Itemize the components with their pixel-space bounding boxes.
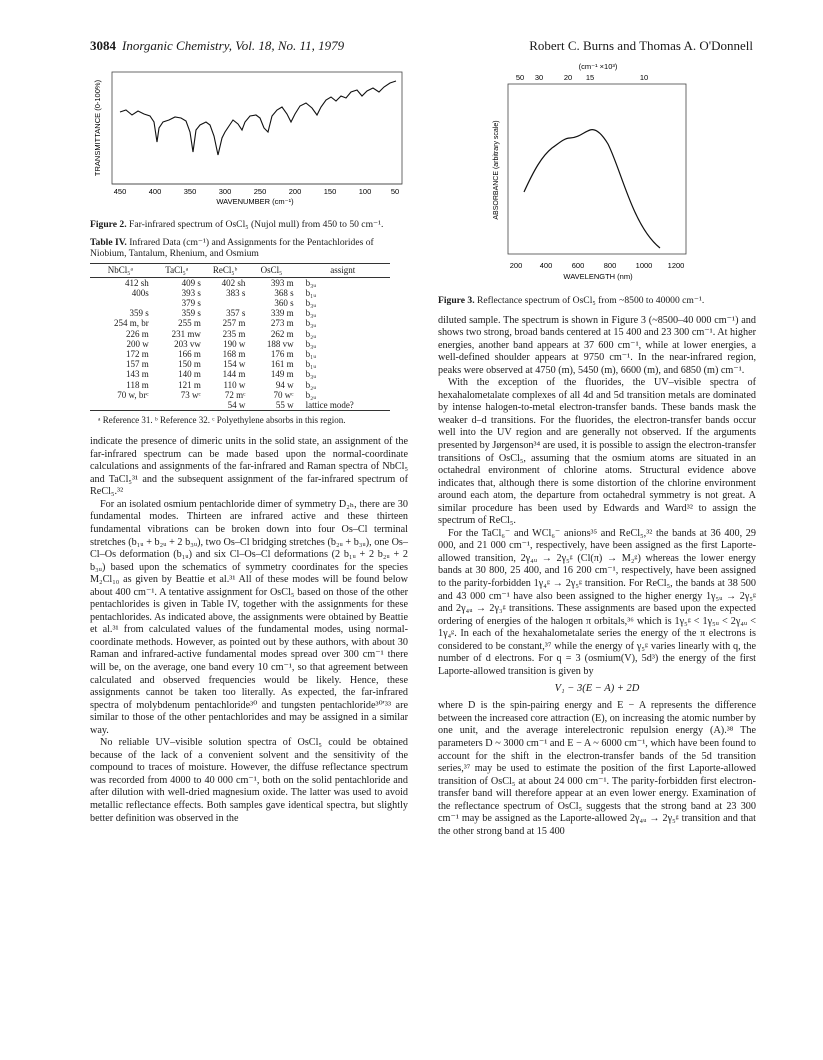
- table-cell: 359 s: [129, 308, 149, 319]
- x-tick: 600: [571, 261, 585, 270]
- top-tick: 10: [639, 73, 649, 82]
- table-4: [90, 263, 390, 411]
- table-cell: 166 m: [178, 348, 201, 359]
- paragraph: With the exception of the fluorides, the UV–visible spectra of hexahalometalate complexes of all 4d and 5d transition metals are dominated by intense halogen-to-metal electron-transfer bands. These bands mask the weaker d–d transitions. For the fluorides, the electron-transfer bands occur well into the UV region and are generally not observed. If the arguments presented by Jørgenson³⁴ are used, it is possible to assign the electron-transfer transitions of OsCl₅, assuming that the osmium atoms are situated in an octahedral environment of chlorine atoms. Structural evidence above indicates that, although there is some distortion of the chlorine environment around each atom, the departure from octahedral symmetry is not great. A similar procedure has been used by Edwards and Ward³² to assign the spectrum of ReCl₅.: [438, 377, 756, 527]
- table-cell: 368 s: [274, 287, 294, 298]
- column-header: ReCl₅ᵇ: [203, 264, 248, 277]
- figure-3-x-label: WAVELENGTH (nm): [563, 272, 633, 281]
- table-cell: 393 m: [270, 277, 294, 288]
- table-cell: 262 m: [270, 328, 294, 339]
- ir-spectrum-trace: [120, 81, 396, 155]
- table-row: [90, 329, 390, 339]
- table-cell: 273 m: [270, 318, 294, 329]
- table-cell: [90, 400, 151, 411]
- top-tick: 30: [534, 73, 544, 82]
- figure-2-caption: [90, 219, 408, 231]
- top-tick: 50: [515, 73, 525, 82]
- table-cell: 70 wᶜ: [273, 389, 294, 400]
- right-column: [438, 60, 756, 838]
- table-cell: 94 w: [275, 379, 294, 390]
- figure-3-caption-label: Figure 3.: [438, 295, 475, 306]
- x-tick: 400: [148, 187, 162, 196]
- table-row: [90, 359, 390, 369]
- running-header-left: [90, 38, 344, 54]
- x-tick: 150: [323, 187, 337, 196]
- figure-2-x-axis: [112, 184, 402, 206]
- table-row: [90, 380, 390, 390]
- table-cell: b₃ᵤ: [305, 338, 317, 349]
- table-cell: 226 m: [125, 328, 149, 339]
- figure-3-y-label: ABSORBANCE (arbitrary scale): [493, 120, 500, 220]
- paragraph: where D is the spin-pairing energy and E − A represents the difference between the increased core attraction (E), on increasing the atomic number by one unit, and the average interelectronic repulsion energy (A).³⁸ The parameters D ~ 3000 cm⁻¹ and E − A ~ 6000 cm⁻¹, which have been found to account for the shift in the electron-transfer bands of the 5d transition series,³⁷ may be used to estimate the position of the first Laporte-allowed transition of OsCl₅ at about 24 000 cm⁻¹. The parity-forbidden first electron-transfer band will therefore appear at an even lower energy. Examination of the reflectance spectrum of OsCl₅ suggests that the strong band at 23 300 cm⁻¹ may be assigned as the Laporte-allowed 2γ₄ᵤ → 2γ₅ᵍ transition and that the other strong band at 15 400: [438, 700, 756, 837]
- x-tick: 1000: [635, 261, 653, 270]
- table-cell: 54 w: [203, 400, 248, 411]
- x-tick: 100: [358, 187, 372, 196]
- figure-2-ir-spectrum: [90, 70, 408, 220]
- table-cell: 359 s: [181, 308, 201, 319]
- column-header: TaCl₅ᵃ: [151, 264, 203, 277]
- table-cell: 118 m: [126, 379, 149, 390]
- figure-3-top-label: (cm⁻¹ ×10³): [578, 62, 618, 71]
- figure-2-frame: [112, 72, 402, 184]
- table-cell: b₃ᵤ: [305, 369, 317, 380]
- paragraph: indicate the presence of dimeric units in the solid state, an assignment of the far-infrared spectrum can be made based upon the normal-coordinate calculations and assignments of the far-infrared and Raman spectra of NbCl₅ and TaCl₅³¹ and the subsequent assignment of the far-infrared spectrum of ReCl₅.³²: [90, 436, 408, 498]
- reflectance-trace: [524, 130, 660, 248]
- figure-2-caption-label: Figure 2.: [90, 219, 127, 230]
- table-cell: b₃ᵤ: [305, 308, 317, 319]
- table-cell: 73 wᶜ: [180, 389, 201, 400]
- table-row: [90, 318, 390, 328]
- table-cell: 412 sh: [124, 277, 149, 288]
- table-cell: 154 w: [223, 359, 246, 370]
- x-tick: 350: [183, 187, 197, 196]
- paragraph: For an isolated osmium pentachloride dimer of symmetry D₂ₕ, there are 30 fundamental modes. Thirteen are infrared active and these thirteen fundamental vibrations can be broken down into four Os–Cl terminal stretches (b₁ᵤ + b₂ᵤ + 2 b₃ᵤ), two Os–Cl bridging stretches (b₂ᵤ + b₃ᵤ), one Os–Cl–Os deformation (b₁ᵤ) and six Cl–Os–Cl deformations (2 b₁ᵤ + 2 b₂ᵤ + 2 b₃ᵤ) based upon the schematics of symmetry coordinates for the species M₂Cl₁₀ as given by Beattie et al.³¹ All of these modes will be found below about 400 cm⁻¹. A tentative assignment for OsCl₅ based on those of the other pentachlorides is given in Table IV, together with the assignments for these pentachlorides. As indicated above, the assignments were obtained by Beattie et al.³¹ from calculated values of the fundamental modes, using normal-coordinate methods. However, as pointed out by these authors, with about 30 Raman and infrared-active fundamental modes spread over 300 cm⁻¹ there will be, on the average, one band every 10 cm⁻¹, so that agreement between calculated and observed frequencies would be likely. Hence, these assignments cannot be taken too literally. As expected, the far-infrared spectra of molybdenum pentachloride³⁰ and tungsten pentachloride³⁰ʹ³³ are similar to those of the other pentachlorides and may be assigned in a similar way.: [90, 498, 408, 736]
- table-body: [90, 277, 390, 411]
- x-tick: 200: [509, 261, 523, 270]
- x-tick: 250: [253, 187, 267, 196]
- table-cell: 72 mᶜ: [224, 389, 246, 400]
- table-cell: 231 mw: [171, 328, 201, 339]
- table-4-title-text: Infrared Data (cm⁻¹) and Assignments for the Pentachlorides of Niobium, Tantalum, Rhenium, and Osmium: [90, 236, 374, 259]
- table-cell: 203 vw: [174, 338, 201, 349]
- figure-2-x-label: WAVENUMBER (cm⁻¹): [216, 197, 294, 206]
- table-row: [90, 277, 390, 288]
- page-number: 3084: [90, 38, 116, 53]
- table-cell: 200 w: [126, 338, 149, 349]
- table-cell: 339 m: [270, 308, 294, 319]
- table-cell: 255 m: [178, 318, 201, 329]
- x-tick: 1200: [667, 261, 685, 270]
- table-row: [90, 390, 390, 400]
- figure-3-x-axis: [510, 261, 685, 281]
- paragraph: No reliable UV–visible solution spectra of OsCl₅ could be obtained because of the lack of a convenient solvent and the sensitivity of the compound to traces of moisture. However, the diffuse reflectance spectrum was recorded from 4000 to 40 000 cm⁻¹, both on the solid pentachloride and after dilution with well-dried magnesium oxide. The latter was used to avoid metallic reflectance effects. Both samples gave identical spectra, but slightly better definition was observed in the: [90, 737, 408, 824]
- table-cell: 55 w: [247, 400, 295, 411]
- table-cell: 70 w, brᶜ: [117, 389, 149, 400]
- table-cell: 157 m: [125, 359, 149, 370]
- x-tick: 400: [539, 261, 553, 270]
- x-tick: 200: [288, 187, 302, 196]
- table-cell: 168 m: [222, 348, 246, 359]
- table-cell: b₃ᵤ: [305, 318, 317, 329]
- figure-3-frame: [508, 84, 686, 254]
- figure-3-caption-text: Reflectance spectrum of OsCl₅ from ~8500 to 40000 cm⁻¹.: [477, 295, 705, 306]
- column-header: NbCl₅ᵃ: [90, 264, 151, 277]
- figure-3-reflectance-spectrum: [438, 60, 756, 298]
- table-cell: 254 m, br: [113, 318, 149, 329]
- table-row: [90, 308, 390, 318]
- table-cell: 150 m: [178, 359, 201, 370]
- top-tick: 20: [563, 73, 573, 82]
- x-tick: 50: [390, 187, 400, 196]
- paragraph: For the TaCl₆⁻ and WCl₆⁻ anions³⁵ and ReCl₅,³² the bands at 36 400, 29 000, and 21 000 cm⁻¹, respectively, have been assigned as the first Laporte-allowed transition, 2γ₄ᵤ → 2γ₅ᵍ (Cl(π) → M₂ᵍ) whereas the lower energy bands at 30 800, 25 400, and 16 200 cm⁻¹, respectively, have been assigned to the parity-forbidden 1γ₄ᵍ → 2γ₅ᵍ transition. For ReCl₅, the bands at 38 500 and 43 000 cm⁻¹ have also been assigned to the higher energy 1γ₅ᵤ → 2γ₅ᵍ and 2γ₄ᵤ → 2γ₃ᵍ transitions. These assignments are based upon the expected ordering of energies of the halogen π orbitals,³⁶ which is 1γ₅ᵍ < 1γ₅ᵤ < 2γ₄ᵤ < 1γ₄ᵍ. In each of the hexahalometalate series the energy of the π electrons is considered to be constant,³⁷ while the energy of γ₅ᵍ varies linearly with q, the number of d electrons. For q = 3 (osmium(V), 5d³) the energy of the first Laporte-allowed transition is given by: [438, 527, 756, 677]
- figure-3-top-axis: [516, 62, 648, 82]
- table-cell: b₂ᵤ: [305, 328, 317, 339]
- equation: V₁ − 3(E − A) + 2D: [554, 683, 640, 695]
- table-row: [90, 349, 390, 359]
- table-cell: 383 s: [226, 287, 246, 298]
- table-cell: 140 m: [178, 369, 201, 380]
- table-cell: 176 m: [270, 348, 294, 359]
- table-cell: 172 m: [125, 348, 149, 359]
- column-header: OsCl₅: [247, 264, 295, 277]
- running-header-authors: Robert C. Burns and Thomas A. O'Donnell: [529, 38, 753, 53]
- table-cell: 393 s: [181, 287, 201, 298]
- table-cell: 379 s: [181, 297, 201, 308]
- table-cell: b₁ᵤ: [305, 287, 317, 298]
- table-cell: 402 sh: [221, 277, 246, 288]
- left-column: [90, 70, 408, 825]
- table-cell: 257 m: [222, 318, 246, 329]
- table-cell: b₂ᵤ: [305, 379, 317, 390]
- table-cell: 235 m: [222, 328, 246, 339]
- table-cell: 144 m: [222, 369, 246, 380]
- table-header-row: [90, 264, 390, 277]
- table-cell: 190 w: [223, 338, 246, 349]
- table-cell: lattice mode?: [296, 400, 390, 411]
- table-cell: 149 m: [270, 369, 294, 380]
- table-cell: b₂ᵤ: [305, 389, 317, 400]
- x-tick: 300: [218, 187, 232, 196]
- table-cell: b₃ᵤ: [305, 277, 317, 288]
- figure-2-y-label: TRANSMITTANCE (0-100%): [93, 79, 102, 177]
- table-row: [90, 369, 390, 379]
- journal-citation: Inorganic Chemistry, Vol. 18, No. 11, 1979: [122, 38, 345, 53]
- table-cell: 143 m: [125, 369, 149, 380]
- table-cell: 357 s: [226, 308, 246, 319]
- table-cell: 121 m: [178, 379, 201, 390]
- table-cell: 400s: [131, 287, 149, 298]
- table-cell: 188 vw: [266, 338, 294, 349]
- table-4-label: Table IV.: [90, 236, 127, 248]
- column-header: assignt: [296, 264, 390, 277]
- table-cell: b₁ᵤ: [305, 348, 317, 359]
- table-cell: b₁ᵤ: [305, 359, 317, 370]
- table-row: [90, 339, 390, 349]
- table-cell: 110 w: [223, 379, 246, 390]
- table-cell: 409 s: [181, 277, 201, 288]
- top-tick: 15: [585, 73, 595, 82]
- figure-2-caption-text: Far-infrared spectrum of OsCl₅ (Nujol mull) from 450 to 50 cm⁻¹.: [129, 219, 384, 230]
- table-row: [90, 288, 390, 298]
- x-tick: 800: [603, 261, 617, 270]
- paragraph: diluted sample. The spectrum is shown in Figure 3 (~8500–40 000 cm⁻¹) and shows two strong, broad bands centered at 15 400 and 23 300 cm⁻¹. At higher energies, another band appears at 37 600 cm⁻¹, while at lower energies, a well-defined shoulder appears at 9750 cm⁻¹. In the near-infrared region, peaks were observed at 4750 (m), 5450 (m), 6600 (m), and 6850 (m) cm⁻¹.: [438, 314, 756, 376]
- table-row: [90, 400, 390, 411]
- table-cell: [203, 298, 248, 308]
- table-4-title: [90, 237, 408, 260]
- table-cell: 360 s: [274, 297, 294, 308]
- table-cell: [151, 400, 203, 411]
- table-cell: 161 m: [270, 359, 294, 370]
- table-cell: b₃ᵤ: [305, 297, 317, 308]
- table-row: [90, 298, 390, 308]
- x-tick: 450: [113, 187, 127, 196]
- table-4-footnote: ᵃ Reference 31. ᵇ Reference 32. ᶜ Polyethylene absorbs in this region.: [98, 415, 346, 426]
- table-cell: [90, 298, 151, 308]
